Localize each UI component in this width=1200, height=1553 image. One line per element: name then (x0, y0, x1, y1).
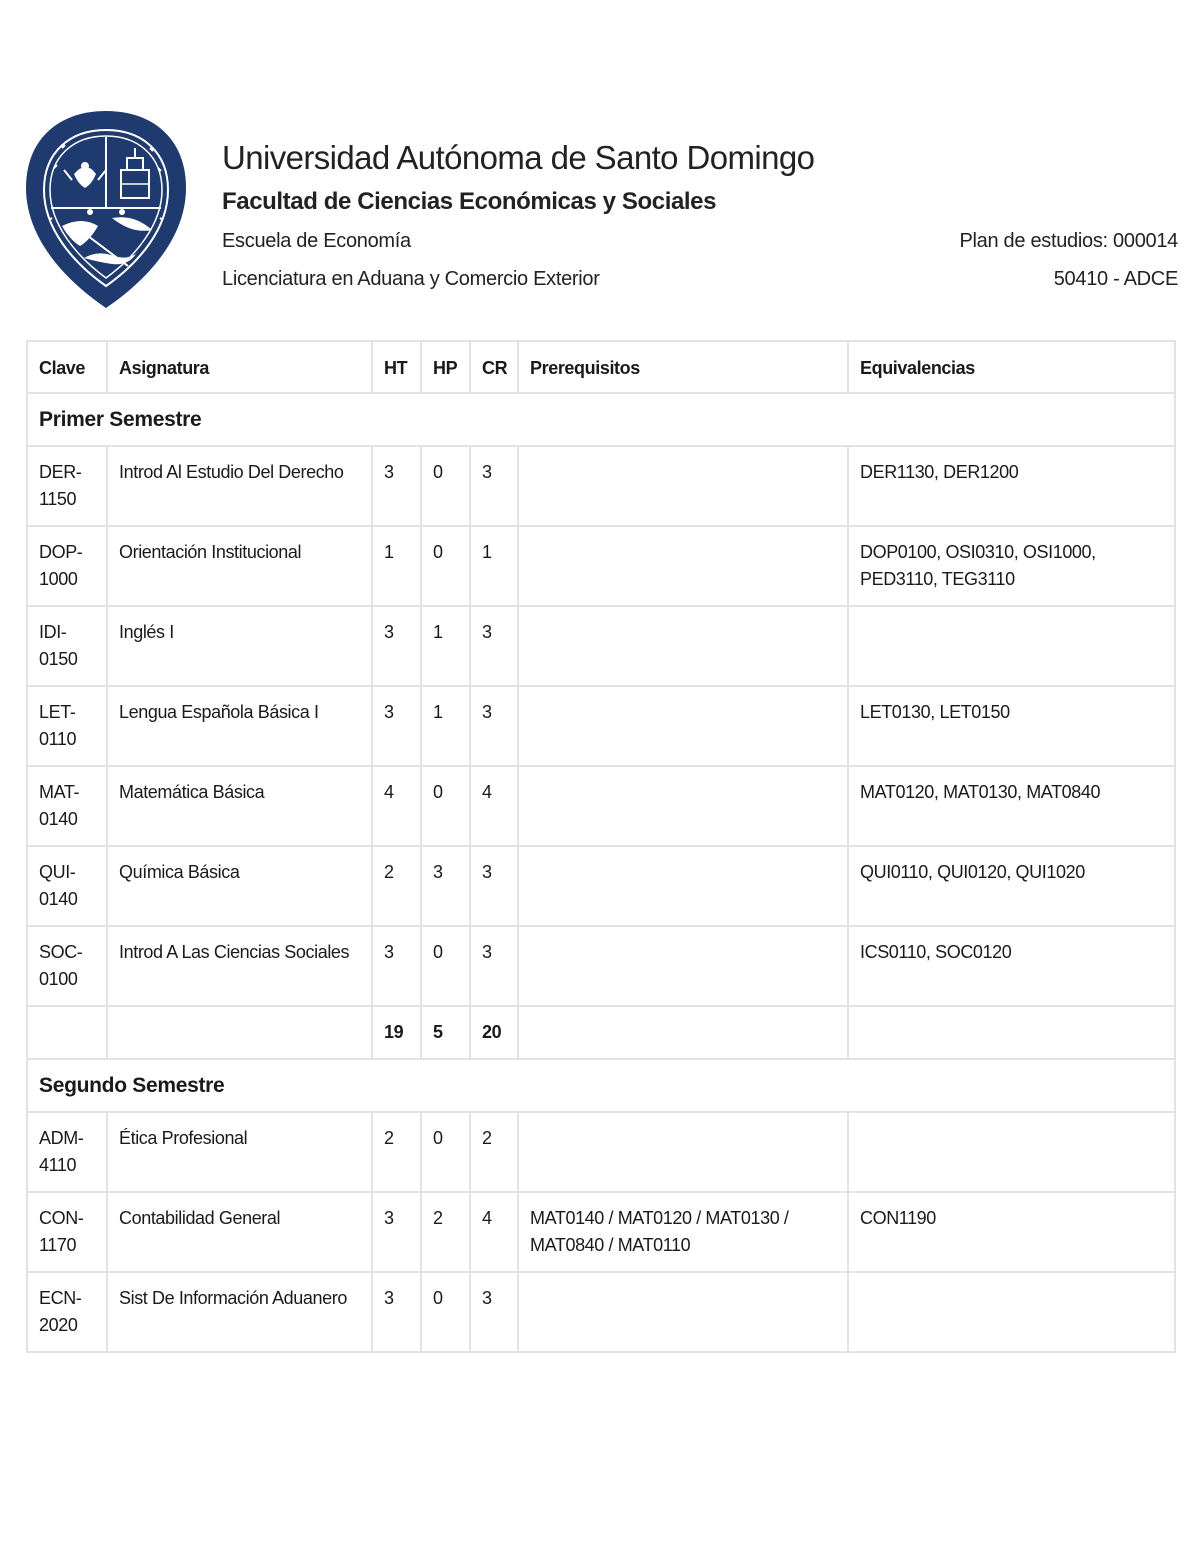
table-row (27, 446, 1175, 526)
semester-title: Segundo Semestre (27, 1059, 1175, 1112)
semester-title-row (27, 393, 1175, 446)
course-hp: 3 (421, 846, 470, 926)
course-clave: ADM-4110 (27, 1112, 107, 1192)
table-row (27, 686, 1175, 766)
table-row (27, 1112, 1175, 1192)
header-asignatura: Asignatura (107, 341, 372, 393)
table-row (27, 846, 1175, 926)
course-clave: CON-1170 (27, 1192, 107, 1272)
course-hp: 0 (421, 766, 470, 846)
course-equivalencias (848, 1112, 1175, 1192)
course-prerequisitos (518, 1112, 848, 1192)
course-clave: IDI-0150 (27, 606, 107, 686)
course-hp: 0 (421, 1272, 470, 1352)
course-ht: 2 (372, 1112, 421, 1192)
course-equivalencias (848, 606, 1175, 686)
totals-empty-clave (27, 1006, 107, 1059)
course-asignatura: Química Básica (107, 846, 372, 926)
course-prerequisitos (518, 686, 848, 766)
school-name: Escuela de Economía (222, 230, 411, 252)
course-ht: 3 (372, 1192, 421, 1272)
course-equivalencias: DER1130, DER1200 (848, 446, 1175, 526)
semester-title-row (27, 1059, 1175, 1112)
course-hp: 1 (421, 686, 470, 766)
course-prerequisitos (518, 446, 848, 526)
semester-totals-row (27, 1006, 1175, 1059)
course-ht: 3 (372, 1272, 421, 1352)
course-clave: SOC-0100 (27, 926, 107, 1006)
course-hp: 2 (421, 1192, 470, 1272)
course-ht: 2 (372, 846, 421, 926)
course-cr: 3 (470, 686, 518, 766)
total-ht: 19 (372, 1006, 421, 1059)
course-prerequisitos: MAT0140 / MAT0120 / MAT0130 / MAT0840 / MAT0110 (518, 1192, 848, 1272)
table-row (27, 526, 1175, 606)
course-cr: 3 (470, 926, 518, 1006)
course-clave: ECN-2020 (27, 1272, 107, 1352)
career-name: Licenciatura en Aduana y Comercio Exterior (222, 268, 600, 290)
course-asignatura: Introd Al Estudio Del Derecho (107, 446, 372, 526)
course-equivalencias: LET0130, LET0150 (848, 686, 1175, 766)
header-clave: Clave (27, 341, 107, 393)
career-code: 50410 - ADCE (1053, 268, 1178, 290)
course-clave: DOP-1000 (27, 526, 107, 606)
course-cr: 3 (470, 606, 518, 686)
course-equivalencias: QUI0110, QUI0120, QUI1020 (848, 846, 1175, 926)
total-cr: 20 (470, 1006, 518, 1059)
table-row (27, 926, 1175, 1006)
document-header (222, 134, 1178, 298)
course-equivalencias: MAT0120, MAT0130, MAT0840 (848, 766, 1175, 846)
table-row (27, 1192, 1175, 1272)
course-prerequisitos (518, 846, 848, 926)
university-name: Universidad Autónoma de Santo Domingo (222, 139, 815, 176)
course-cr: 3 (470, 1272, 518, 1352)
course-cr: 2 (470, 1112, 518, 1192)
table-header-row (27, 341, 1175, 393)
course-asignatura: Orientación Institucional (107, 526, 372, 606)
header-ht: HT (372, 341, 421, 393)
course-asignatura: Introd A Las Ciencias Sociales (107, 926, 372, 1006)
course-clave: LET-0110 (27, 686, 107, 766)
course-hp: 1 (421, 606, 470, 686)
course-clave: DER-1150 (27, 446, 107, 526)
course-cr: 3 (470, 446, 518, 526)
course-cr: 1 (470, 526, 518, 606)
course-asignatura: Ética Profesional (107, 1112, 372, 1192)
course-prerequisitos (518, 926, 848, 1006)
course-hp: 0 (421, 1112, 470, 1192)
course-cr: 3 (470, 846, 518, 926)
course-equivalencias: DOP0100, OSI0310, OSI1000, PED3110, TEG3110 (848, 526, 1175, 606)
total-hp: 5 (421, 1006, 470, 1059)
course-cr: 4 (470, 766, 518, 846)
course-hp: 0 (421, 526, 470, 606)
university-seal-logo (24, 108, 188, 312)
plan-label: Plan de estudios: 000014 (959, 230, 1178, 252)
table-row (27, 1272, 1175, 1352)
totals-empty-asignatura (107, 1006, 372, 1059)
course-equivalencias: ICS0110, SOC0120 (848, 926, 1175, 1006)
totals-empty-prerequisitos (518, 1006, 848, 1059)
semester-title: Primer Semestre (27, 393, 1175, 446)
course-asignatura: Sist De Información Aduanero (107, 1272, 372, 1352)
course-ht: 3 (372, 446, 421, 526)
course-asignatura: Contabilidad General (107, 1192, 372, 1272)
header-equivalencias: Equivalencias (848, 341, 1175, 393)
course-clave: MAT-0140 (27, 766, 107, 846)
course-prerequisitos (518, 526, 848, 606)
course-ht: 3 (372, 686, 421, 766)
course-prerequisitos (518, 766, 848, 846)
totals-empty-equivalencias (848, 1006, 1175, 1059)
course-hp: 0 (421, 926, 470, 1006)
course-ht: 1 (372, 526, 421, 606)
course-clave: QUI-0140 (27, 846, 107, 926)
course-asignatura: Inglés I (107, 606, 372, 686)
course-ht: 3 (372, 606, 421, 686)
course-asignatura: Lengua Española Básica I (107, 686, 372, 766)
course-cr: 4 (470, 1192, 518, 1272)
table-row (27, 606, 1175, 686)
course-equivalencias (848, 1272, 1175, 1352)
course-prerequisitos (518, 606, 848, 686)
table-row (27, 766, 1175, 846)
faculty-name: Facultad de Ciencias Económicas y Sociales (222, 188, 717, 215)
study-plan-table (26, 340, 1176, 1353)
course-ht: 3 (372, 926, 421, 1006)
course-asignatura: Matemática Básica (107, 766, 372, 846)
header-cr: CR (470, 341, 518, 393)
course-equivalencias: CON1190 (848, 1192, 1175, 1272)
header-prerequisitos: Prerequisitos (518, 341, 848, 393)
header-hp: HP (421, 341, 470, 393)
course-hp: 0 (421, 446, 470, 526)
course-prerequisitos (518, 1272, 848, 1352)
course-ht: 4 (372, 766, 421, 846)
